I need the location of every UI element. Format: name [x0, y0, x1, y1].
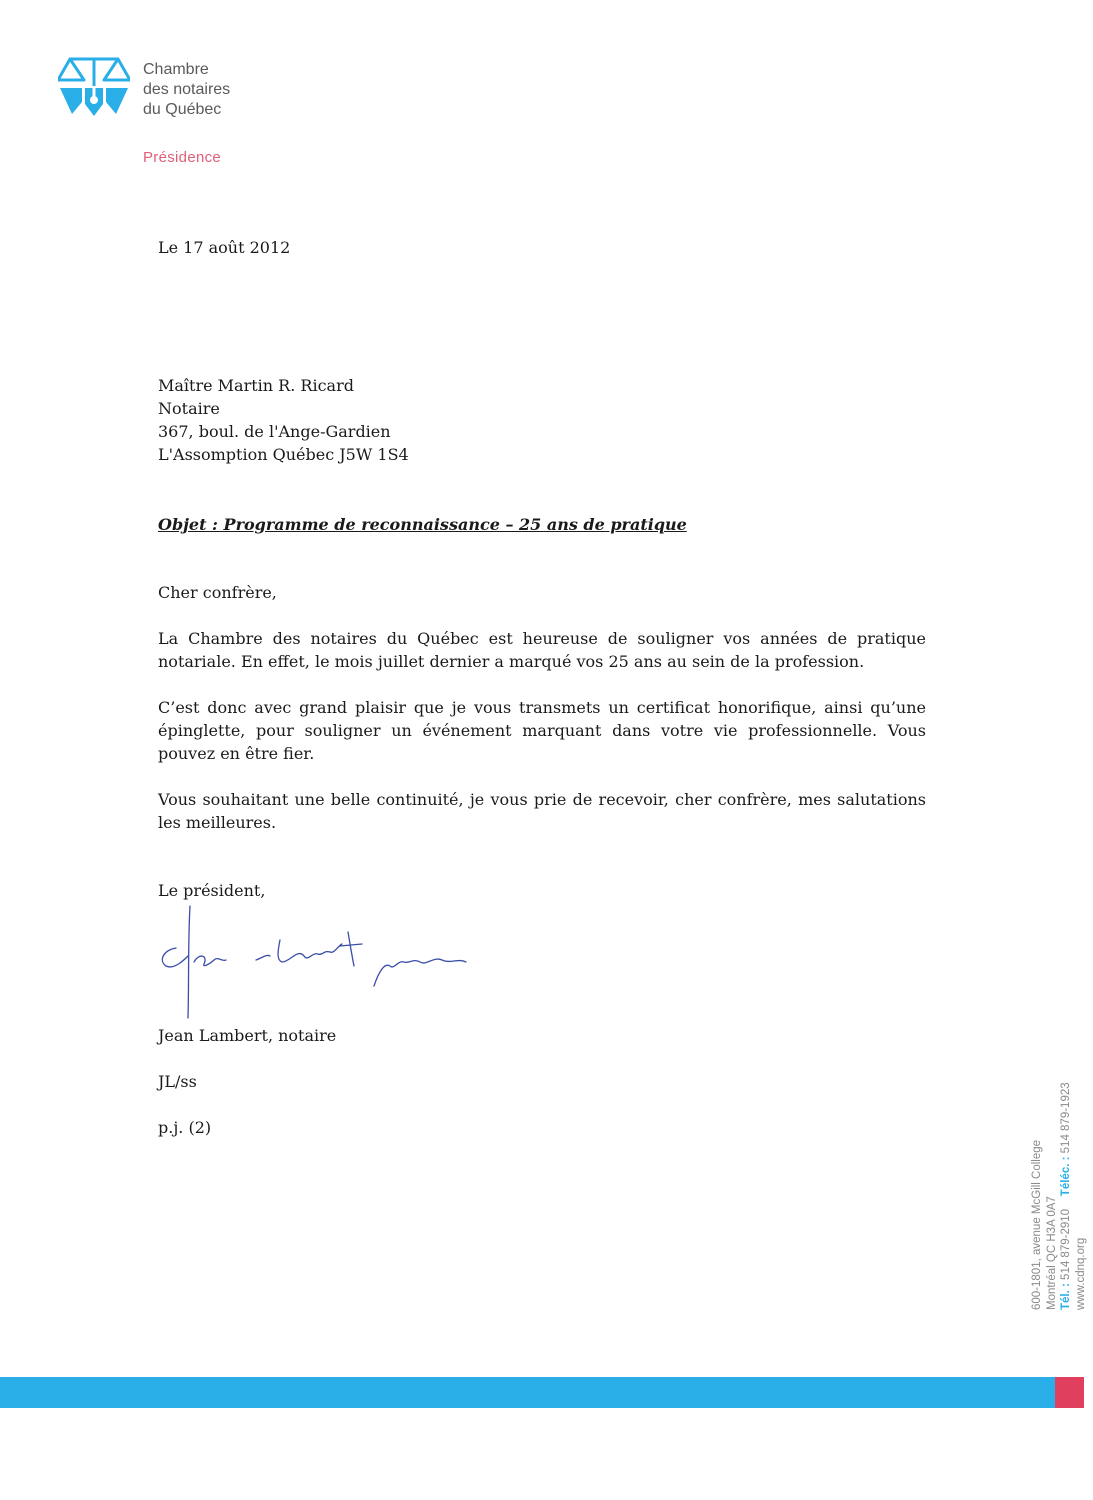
signature — [152, 900, 482, 1025]
org-name-line: des notaires — [143, 81, 231, 98]
recipient-address — [158, 374, 409, 466]
org-name — [143, 60, 230, 120]
org-name-line: Chambre — [143, 61, 209, 78]
fax-value: 514 879-1923 — [1060, 1082, 1072, 1154]
org-name-line: du Québec — [143, 101, 222, 118]
fax-label: Téléc. : — [1060, 1156, 1072, 1197]
recipient-street: 367, boul. de l'Ange-Gardien — [158, 422, 391, 441]
signatory-name: Jean Lambert, notaire — [158, 1026, 337, 1045]
salutation: Cher confrère, — [158, 583, 277, 602]
recipient-name: Maître Martin R. Ricard — [158, 376, 354, 395]
recipient-title: Notaire — [158, 399, 220, 418]
tel-value: 514 879-2910 — [1060, 1208, 1072, 1280]
tel-label: Tél. : — [1060, 1283, 1072, 1310]
body-paragraph: C’est donc avec grand plaisir que je vous transmets un certificat honorifique, ainsi qu’une épinglette, pour souligner un événement marquant dans votre vie professionnelle. Vous pouvez en être fier. — [158, 698, 926, 763]
contact-website: www.cdnq.org — [1074, 1237, 1087, 1310]
contact-address-line: Montréal QC H3A 0A7 — [1045, 1196, 1058, 1310]
recipient-city: L'Assomption Québec J5W 1S4 — [158, 445, 409, 464]
contact-address-line: 600-1801, avenue McGill College — [1031, 1139, 1043, 1310]
body-paragraph: Vous souhaitant une belle continuité, je vous prie de recevoir, cher confrère, mes salutations les meilleures. — [158, 790, 926, 832]
subject-line: Objet : Programme de reconnaissance – 25 ans de pratique — [158, 515, 687, 534]
department-label: Présidence — [143, 149, 222, 166]
footer-bar-blue — [0, 1377, 1055, 1408]
chambre-logo-icon — [58, 56, 130, 122]
body-paragraph: La Chambre des notaires du Québec est heureuse de souligner vos années de pratique notariale. En effet, le mois juillet dernier a marqué vos 25 ans au sein de la profession. — [158, 629, 926, 671]
letter-date: Le 17 août 2012 — [158, 238, 291, 257]
contact-info — [1030, 1082, 1088, 1310]
enclosures: p.j. (2) — [158, 1118, 212, 1137]
closing: Le président, — [158, 881, 266, 900]
footer-bar-pink — [1055, 1377, 1084, 1408]
contact-phone-line — [1059, 1082, 1074, 1310]
initials: JL/ss — [158, 1072, 197, 1091]
